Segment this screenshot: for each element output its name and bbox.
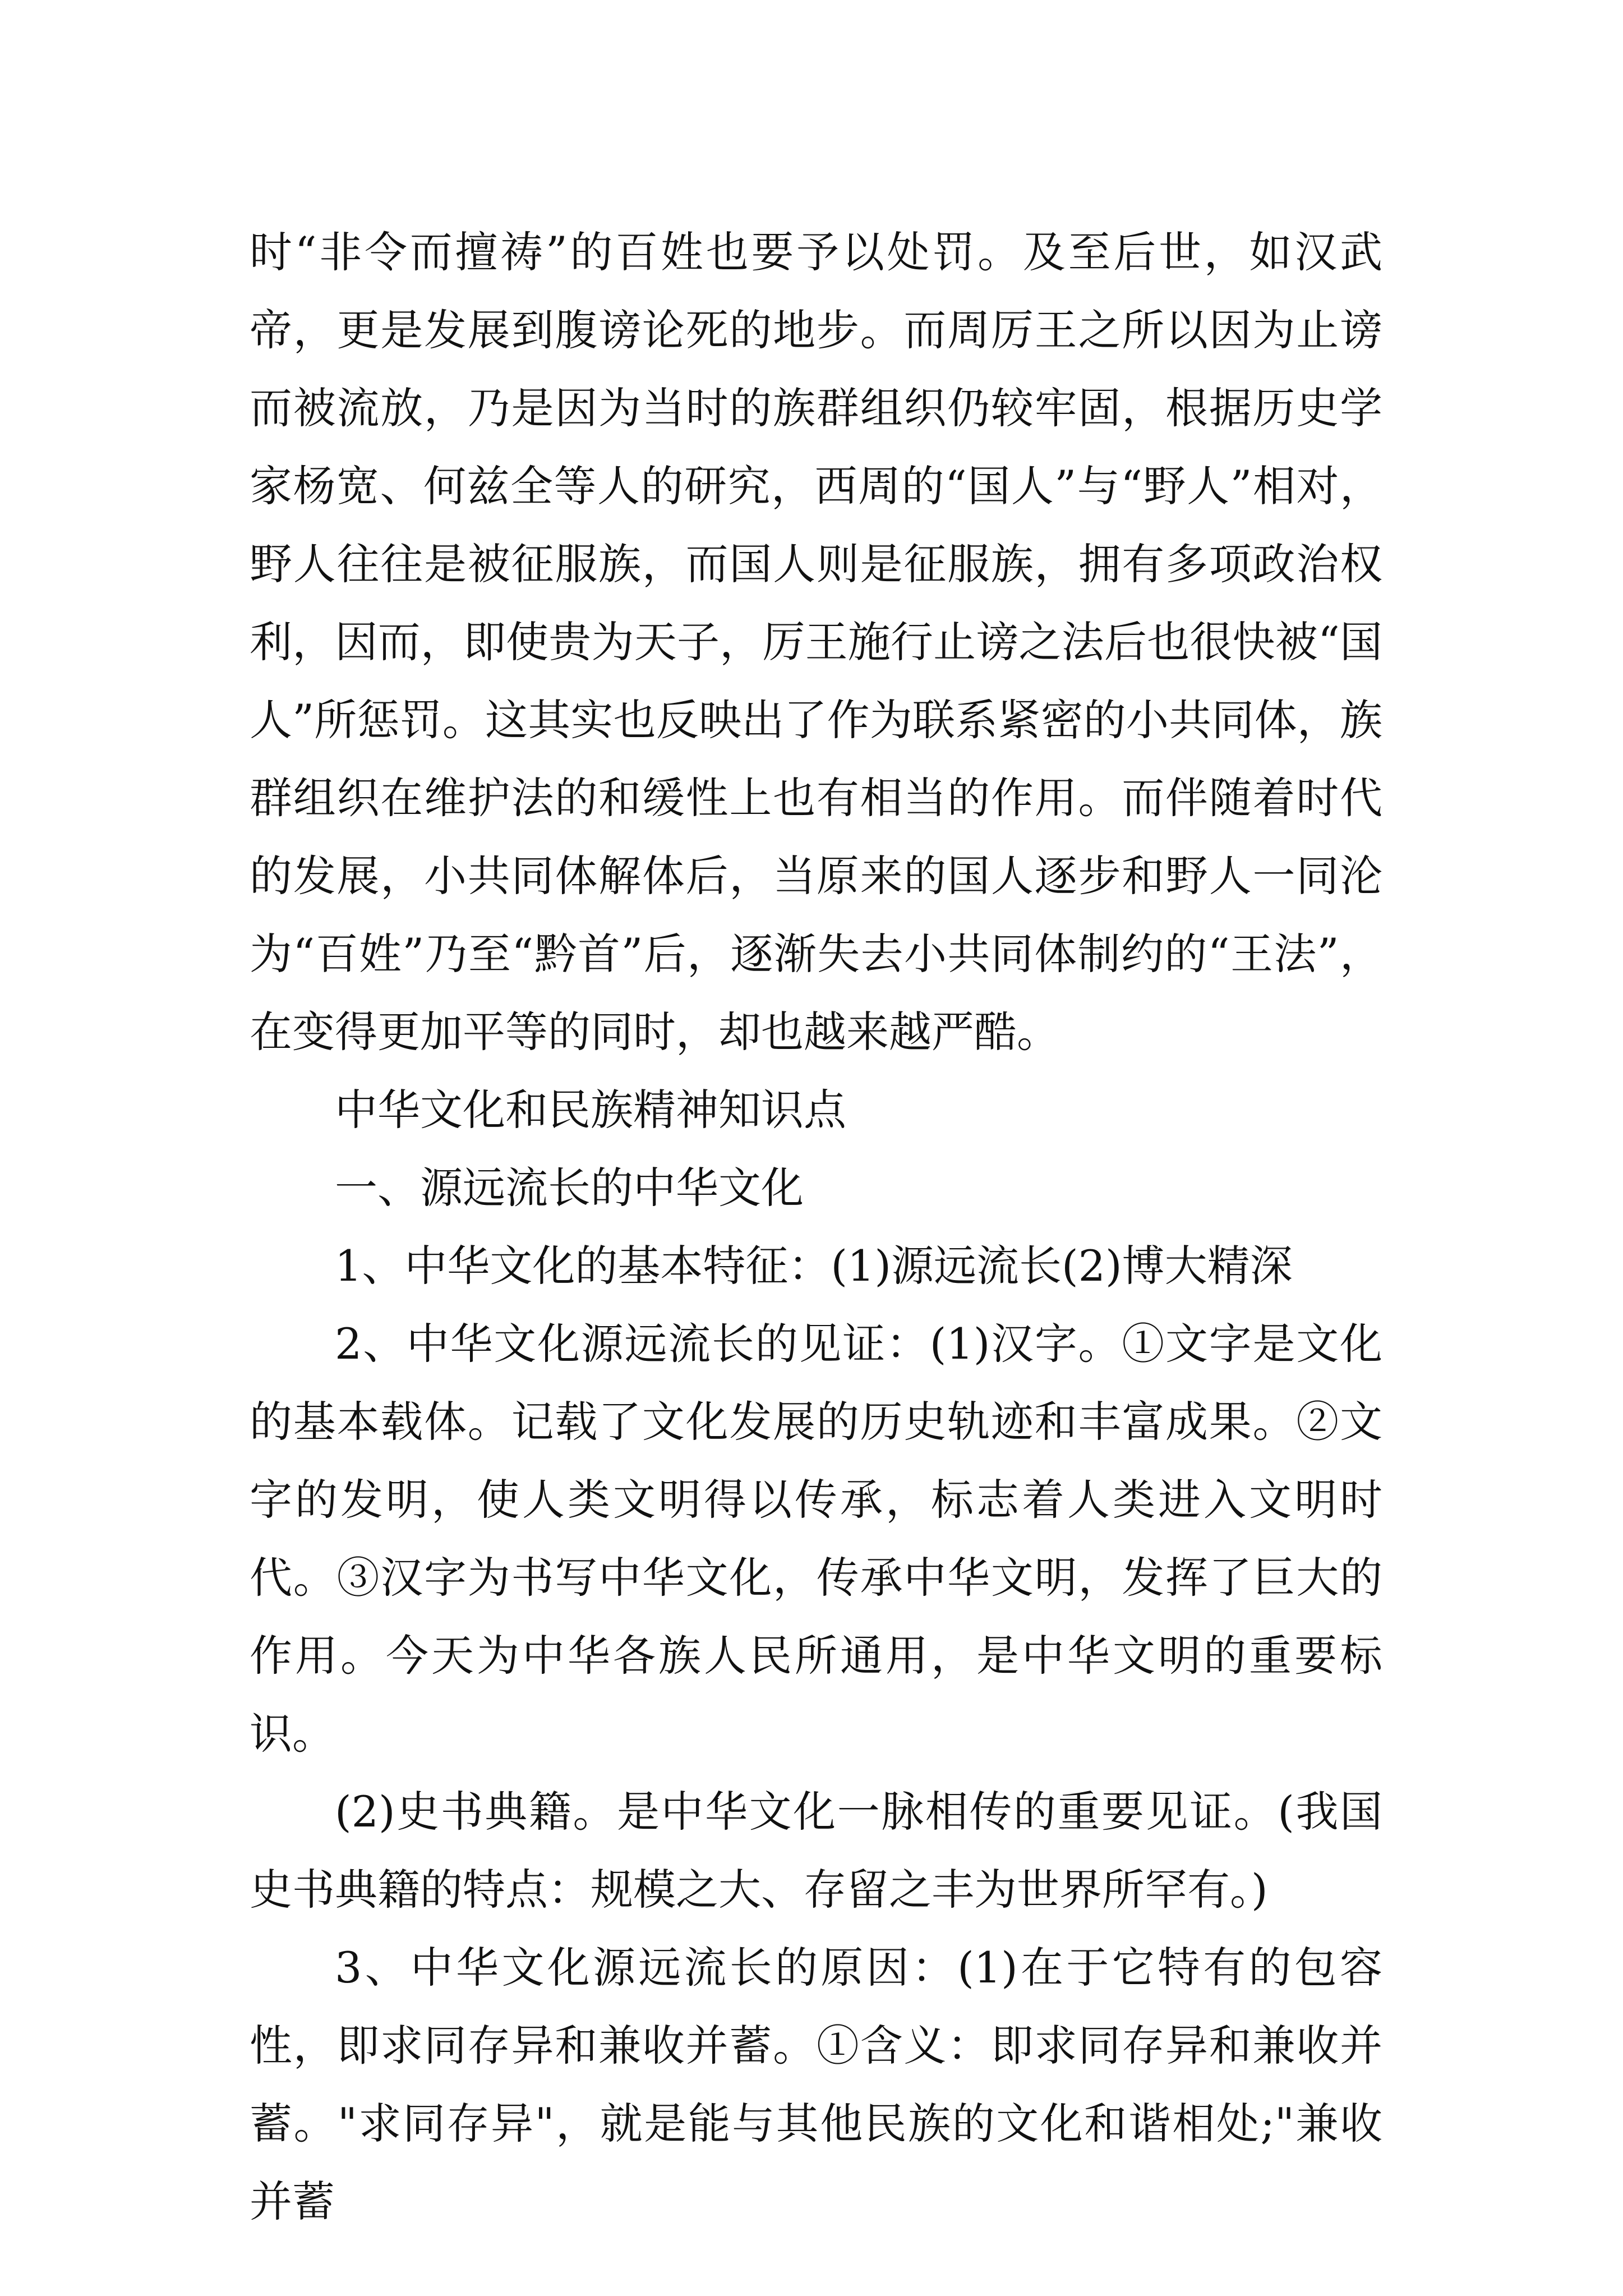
list-item-2-sub-2: (2)史书典籍。是中华文化一脉相传的重要见证。(我国史书典籍的特点：规模之大、存留之丰为世界所罕有。) bbox=[250, 1787, 1382, 1915]
paragraph-continuation: 时“非令而擅祷”的百姓也要予以处罚。及至后世，如汉武帝，更是发展到腹谤论死的地步。而周厉王之所以因为止谤而被流放，乃是因为当时的族群组织仍较牢固，根据历史学家杨宽、何兹全等人的研究，西周的“国人”与“野人”相对，野人往往是被征服族，而国人则是征服族，拥有多项政治权利，因而，即使贵为天子，厉王施行止谤之法后也很快被“国人”所惩罚。这其实也反映出了作为联系紧密的小共同体，族群组织在维护法的和缓性上也有相当的作用。而伴随着时代的发展，小共同体解体后，当原来的国人逐步和野人一同沦为“百姓”乃至“黔首”后，逐渐失去小共同体制约的“王法”，在变得更加平等的同时，却也越来越严酷。 bbox=[250, 227, 1382, 1057]
list-item-2: 2、中华文化源远流长的见证：(1)汉字。①文字是文化的基本载体。记载了文化发展的历史轨迹和丰富成果。②文字的发明，使人类文明得以传承，标志着人类进入文明时代。③汉字为书写中华文化，传承中华文明，发挥了巨大的作用。今天为中华各族人民所通用，是中华文明的重要标识。 bbox=[250, 1319, 1382, 1759]
list-item-3: 3、中华文化源远流长的原因：(1)在于它特有的包容性，即求同存异和兼收并蓄。①含义：即求同存异和兼收并蓄。"求同存异"，就是能与其他民族的文化和谐相处;"兼收并蓄 bbox=[250, 1943, 1382, 2226]
section-title: 中华文化和民族精神知识点 bbox=[335, 1085, 846, 1135]
section-heading-1: 一、源远流长的中华文化 bbox=[335, 1163, 804, 1213]
document-body bbox=[250, 213, 1382, 2240]
list-item-1: 1、中华文化的基本特征：(1)源远流长(2)博大精深 bbox=[335, 1241, 1293, 1291]
